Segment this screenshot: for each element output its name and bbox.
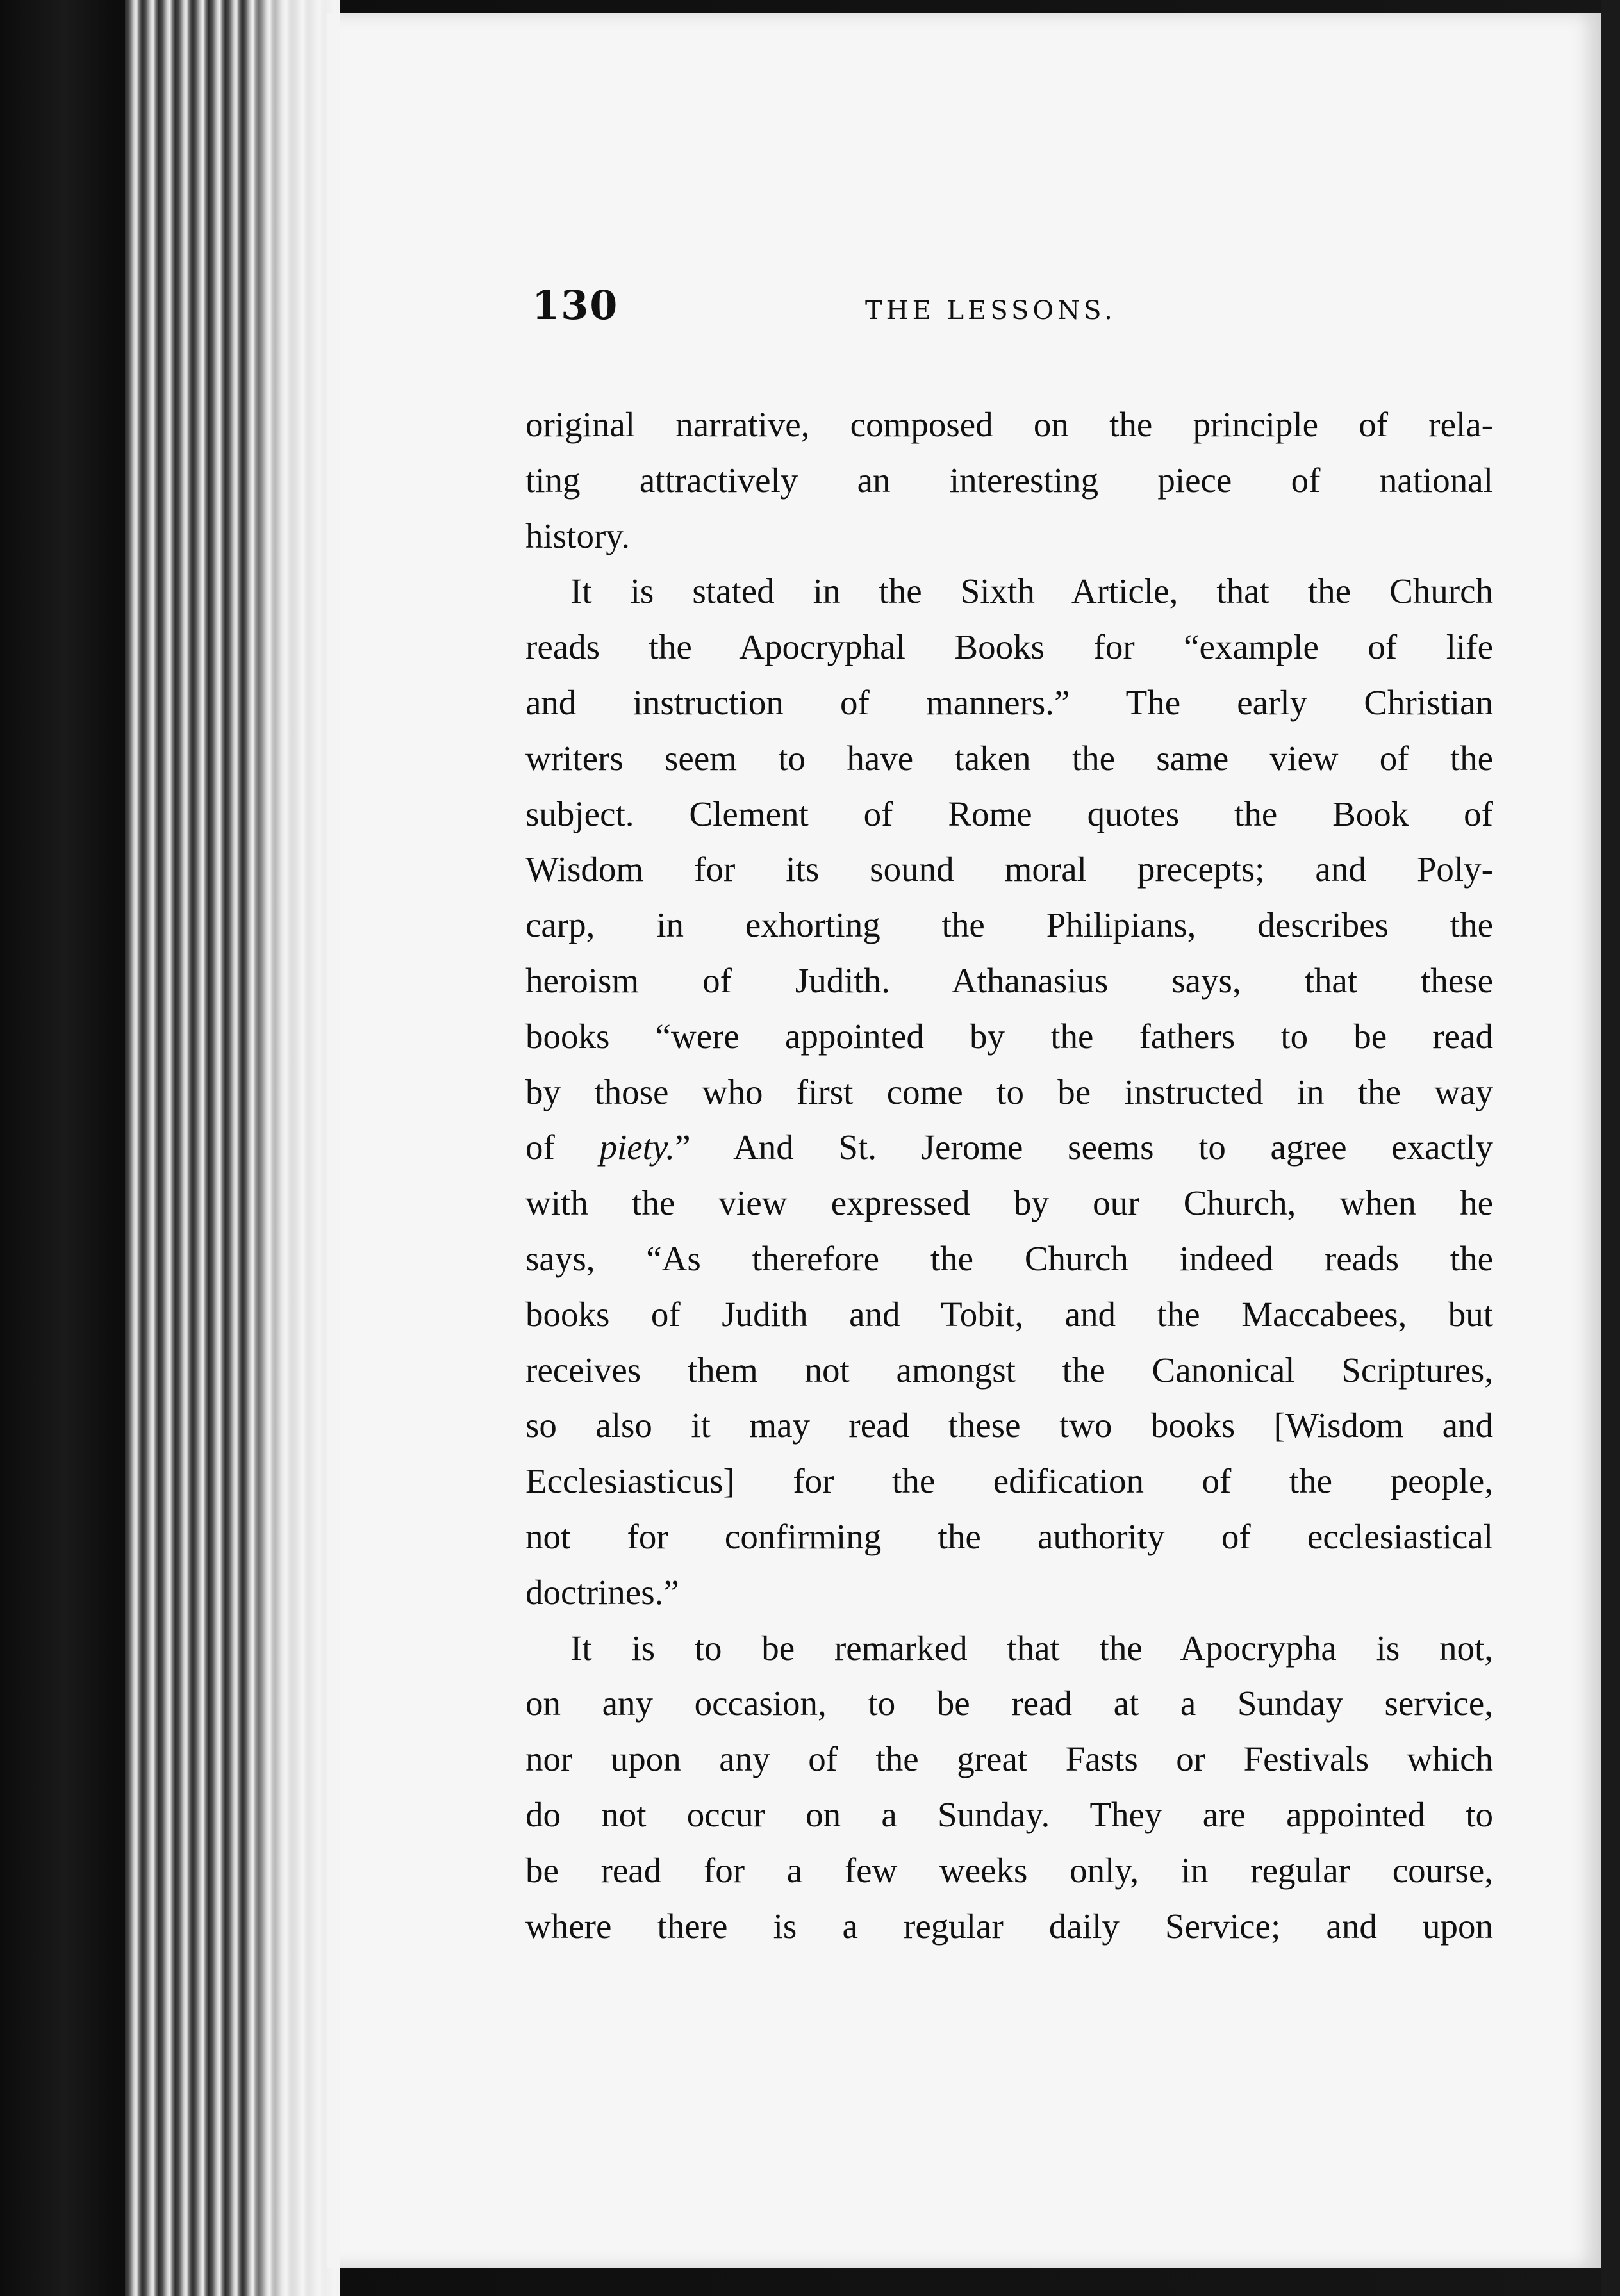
- text-line: [525, 1120, 1493, 1176]
- text-line: reads the Apocryphal Books for “example of life: [525, 627, 1493, 667]
- text-line: do not occur on a Sunday. They are appointed to: [525, 1794, 1493, 1834]
- page-gutter-shadow: [244, 0, 340, 2296]
- page-number: 130: [532, 282, 619, 329]
- page-header: [532, 282, 1493, 359]
- text-line: with the view expressed by our Church, when he: [525, 1183, 1493, 1223]
- text-line: books “were appointed by the fathers to be read: [525, 1016, 1493, 1056]
- text-line: where there is a regular daily Service; and upon: [525, 1906, 1493, 1946]
- text-line: books of Judith and Tobit, and the Maccabees, but: [525, 1294, 1493, 1334]
- book-page: [327, 13, 1602, 2268]
- text-line: by those who first come to be instructed in the way: [525, 1072, 1493, 1111]
- text-line: says, “As therefore the Church indeed reads the: [525, 1238, 1493, 1278]
- text-line: ting attractively an interesting piece of national: [525, 460, 1493, 500]
- running-head: THE LESSONS.: [865, 296, 1116, 325]
- text-line: carp, in exhorting the Philipians, describes the: [525, 905, 1493, 945]
- text-line: so also it may read these two books [Wisdom and: [525, 1406, 1493, 1445]
- text-line: It is stated in the Sixth Article, that the Church: [570, 571, 1493, 611]
- text-line: on any occasion, to be read at a Sunday service,: [525, 1684, 1493, 1723]
- italic-word: piety.: [599, 1128, 675, 1167]
- text-line: Ecclesiasticus] for the edification of the people,: [525, 1461, 1493, 1501]
- text-line: and instruction of manners.” The early Christian: [525, 682, 1493, 722]
- text-line: heroism of Judith. Athanasius says, that these: [525, 960, 1493, 1000]
- text-fragment: ” And St. Jerome seems to agree exactly: [675, 1128, 1493, 1167]
- text-line: receives them not amongst the Canonical Scriptures,: [525, 1350, 1493, 1390]
- text-line: original narrative, composed on the principle of rela-: [525, 405, 1493, 444]
- text-fragment: of: [525, 1128, 600, 1167]
- text-line: history.: [525, 516, 630, 555]
- text-line: be read for a few weeks only, in regular course,: [525, 1850, 1493, 1890]
- text-line: doctrines.”: [525, 1572, 679, 1612]
- text-line: subject. Clement of Rome quotes the Book of: [525, 794, 1493, 833]
- body-text: [525, 397, 1493, 1954]
- text-line: nor upon any of the great Fasts or Festivals which: [525, 1739, 1493, 1779]
- text-line: Wisdom for its sound moral precepts; and Poly-: [525, 849, 1493, 889]
- scan-right-border: [1601, 0, 1620, 2296]
- text-line: It is to be remarked that the Apocrypha is not,: [570, 1628, 1493, 1668]
- text-line: not for confirming the authority of ecclesiastical: [525, 1516, 1493, 1556]
- text-line: writers seem to have taken the same view of the: [525, 738, 1493, 778]
